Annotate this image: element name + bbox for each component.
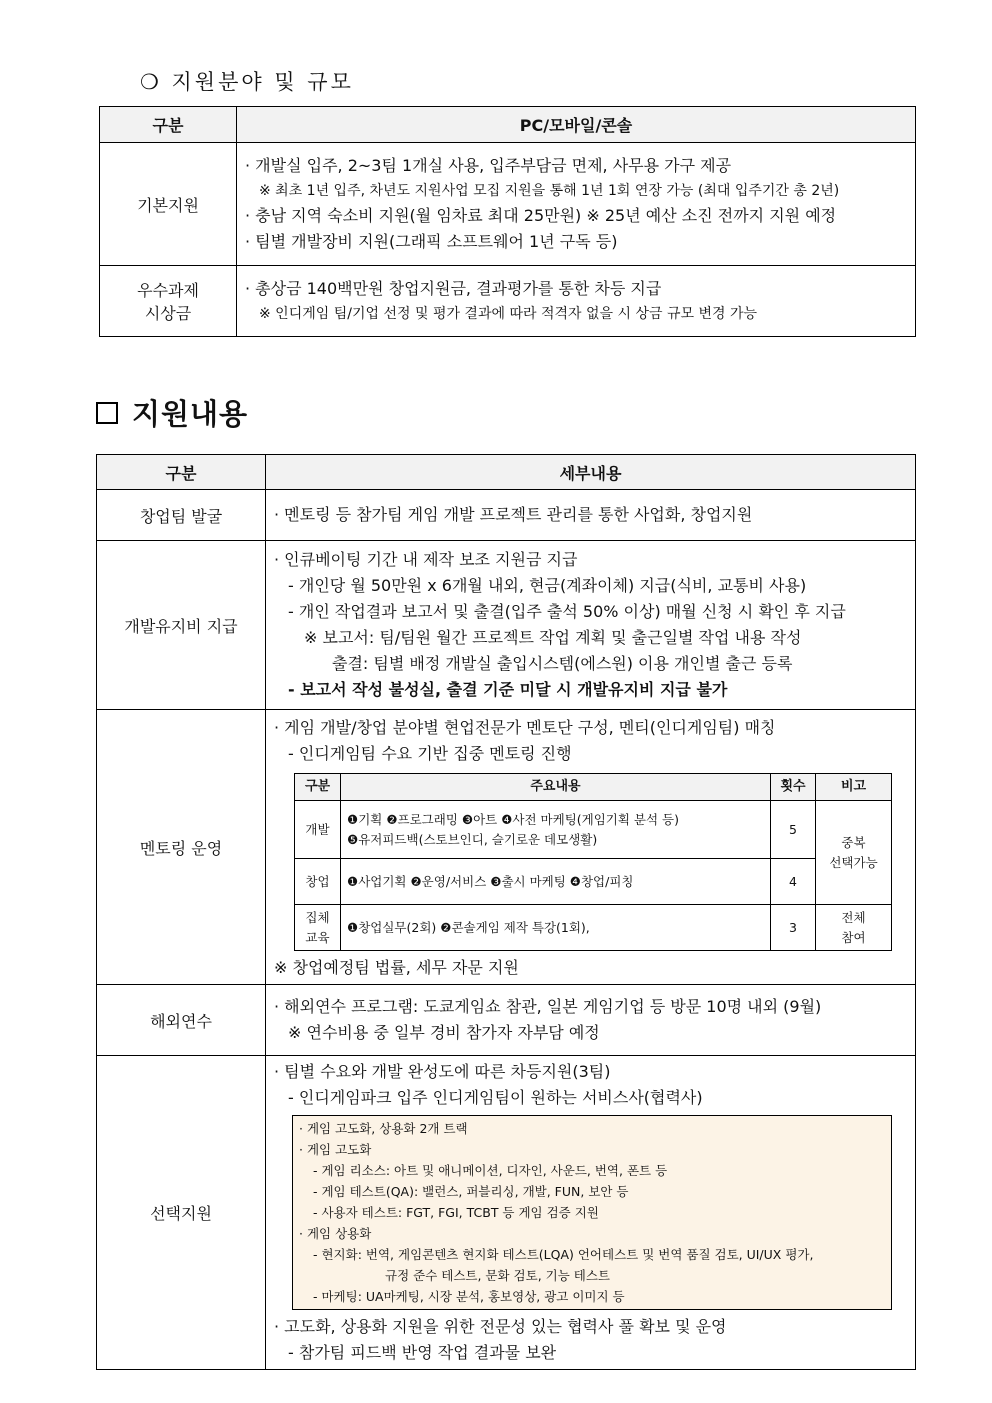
service-line: · 게임 고도화, 상용화 2개 트랙 [299, 1121, 468, 1136]
mentor-content: ❶사업기획 ❷운영/서비스 ❸출시 마케팅 ❹창업/피칭 [341, 859, 771, 905]
row-label-basic: 기본지원 [100, 143, 237, 266]
mentor-header: 횟수 [771, 774, 816, 801]
row-content-prize [237, 266, 916, 337]
mentor-cat-line: 집체 [305, 909, 330, 925]
basic-line: · 충남 지역 숙소비 지원(월 임차료 최대 25만원) ※ 25년 예산 소진 전까지 지원 예정 [245, 206, 837, 225]
row-content-basic [237, 143, 916, 266]
service-line: - 게임 리소스: 아트 및 애니메이션, 디자인, 사운드, 번역, 폰트 등 [313, 1163, 668, 1178]
mentor-cat [295, 905, 341, 951]
header-detail: 세부내용 [266, 455, 916, 490]
mentor-note [816, 905, 892, 951]
mentor-count: 3 [771, 905, 816, 951]
mentor-footer: ※ 창업예정팀 법률, 세무 자문 지원 [274, 958, 519, 977]
select-service-box [292, 1115, 892, 1310]
header-category: 구분 [100, 107, 237, 143]
select-line: · 고도화, 상용화 지원을 위한 전문성 있는 협력사 풀 확보 및 운영 [274, 1317, 727, 1336]
mentor-header: 구분 [295, 774, 341, 801]
mentor-line: - 인디게임팀 수요 기반 집중 멘토링 진행 [288, 744, 572, 763]
mentor-content-line: ❺유저피드백(스토브인디, 슬기로운 데모생활) [347, 831, 598, 847]
prize-note: ※ 인디게임 팀/기업 선정 및 평가 결과에 따라 적격자 없을 시 상금 규모 변경 가능 [259, 306, 757, 322]
row-label-mentor: 멘토링 운영 [97, 710, 266, 985]
mentor-content-line: ❶기획 ❷프로그래밍 ❸아트 ❹사전 마케팅(게임기획 분석 등) [347, 811, 679, 827]
overseas-note: ※ 연수비용 중 일부 경비 참가자 자부담 예정 [288, 1023, 600, 1042]
overseas-line: · 해외연수 프로그램: 도쿄게임쇼 참관, 일본 게임기업 등 방문 10명 내외 (9월) [274, 997, 822, 1016]
mentor-header: 비고 [816, 774, 892, 801]
service-line: · 게임 고도화 [299, 1142, 372, 1157]
mentor-count: 4 [771, 859, 816, 905]
basic-line: · 개발실 입주, 2~3팀 1개실 사용, 입주부담금 면제, 사무용 가구 제공 [245, 156, 732, 175]
founding-text: · 멘토링 등 참가팀 게임 개발 프로젝트 관리를 통한 사업화, 창업지원 [274, 505, 753, 524]
mentor-cat: 개발 [295, 801, 341, 859]
mentor-content [341, 801, 771, 859]
row-label-prize [100, 266, 237, 337]
row-label-dev: 개발유지비 지급 [97, 541, 266, 710]
dev-warning: - 보고서 작성 불성실, 출결 기준 미달 시 개발유지비 지급 불가 [288, 680, 728, 699]
prize-label-line: 우수과제 [137, 281, 199, 300]
header-platform: PC/모바일/콘솔 [237, 107, 916, 143]
service-line: - 게임 테스트(QA): 밸런스, 퍼블리싱, 개발, FUN, 보안 등 [313, 1184, 629, 1199]
mentor-note-line: 참여 [841, 929, 866, 945]
mentor-header: 주요내용 [341, 774, 771, 801]
founding-line [266, 490, 916, 541]
select-line: - 참가팀 피드백 반영 작업 결과물 보완 [288, 1343, 557, 1362]
mentor-note-line: 중복 [841, 834, 866, 850]
dev-note: 출결: 팀별 배정 개발실 출입시스템(에스원) 이용 개인별 출근 등록 [332, 654, 793, 673]
row-content-dev [266, 541, 916, 710]
dev-line: · 인큐베이팅 기간 내 제작 보조 지원금 지급 [274, 550, 578, 569]
basic-note: ※ 최초 1년 입주, 차년도 지원사업 모집 지원을 통해 1년 1회 연장 가능 (최대 입주기간 총 2년) [259, 183, 840, 199]
checkbox-square-icon [96, 402, 118, 424]
service-line: - 현지화: 번역, 게임콘텐츠 현지화 테스트(LQA) 언어테스트 및 번역 품질 검토, UI/UX 평가, [313, 1247, 814, 1262]
service-line: - 사용자 테스트: FGT, FGI, TCBT 등 게임 검증 지원 [313, 1205, 599, 1220]
support-scale-table [99, 106, 916, 337]
mentor-program-table [294, 773, 892, 951]
mentor-count: 5 [771, 801, 816, 859]
section1-title: ❍ 지원분야 및 규모 [140, 70, 354, 94]
dev-line: - 개인 작업결과 보고서 및 출결(입주 출석 50% 이상) 매월 신청 시 확인 후 지급 [288, 602, 846, 621]
mentor-cat-line: 교육 [305, 929, 330, 945]
support-content-table [96, 454, 916, 1370]
select-line: · 팀별 수요와 개발 완성도에 따른 차등지원(3팀) [274, 1062, 611, 1081]
section2-title [96, 392, 248, 433]
select-line: - 인디게임파크 입주 인디게임팀이 원하는 서비스사(협력사) [288, 1088, 703, 1107]
basic-line: · 팀별 개발장비 지원(그래픽 소프트웨어 1년 구독 등) [245, 232, 618, 251]
row-content-overseas [266, 985, 916, 1056]
header-category: 구분 [97, 455, 266, 490]
service-line: · 게임 상용화 [299, 1226, 372, 1241]
mentor-line: · 게임 개발/창업 분야별 현업전문가 멘토단 구성, 멘티(인디게임팀) 매칭 [274, 718, 776, 737]
row-content-select [266, 1056, 916, 1370]
row-label-founding: 창업팀 발굴 [97, 490, 266, 541]
service-line: 규정 준수 테스트, 문화 검토, 기능 테스트 [385, 1268, 610, 1283]
mentor-content: ❶창업실무(2회) ❷콘솔게임 제작 특강(1회), [341, 905, 771, 951]
mentor-note-line: 선택가능 [829, 854, 878, 870]
row-label-overseas: 해외연수 [97, 985, 266, 1056]
section2-title-text: 지원내용 [132, 397, 249, 431]
mentor-cat: 창업 [295, 859, 341, 905]
mentor-note-line: 전체 [841, 909, 866, 925]
row-label-select: 선택지원 [97, 1056, 266, 1370]
prize-line: · 총상금 140백만원 창업지원금, 결과평가를 통한 차등 지급 [245, 279, 662, 298]
dev-note: ※ 보고서: 팀/팀원 월간 프로젝트 작업 계획 및 출근일별 작업 내용 작성 [304, 628, 802, 647]
prize-label-line: 시상금 [144, 304, 192, 323]
dev-line: - 개인당 월 50만원 x 6개월 내외, 현금(계좌이체) 지급(식비, 교통비 사용) [288, 576, 807, 595]
service-line: - 마케팅: UA마케팅, 시장 분석, 홍보영상, 광고 이미지 등 [313, 1289, 625, 1304]
mentor-note-shared [816, 801, 892, 905]
row-content-mentor [266, 710, 916, 985]
